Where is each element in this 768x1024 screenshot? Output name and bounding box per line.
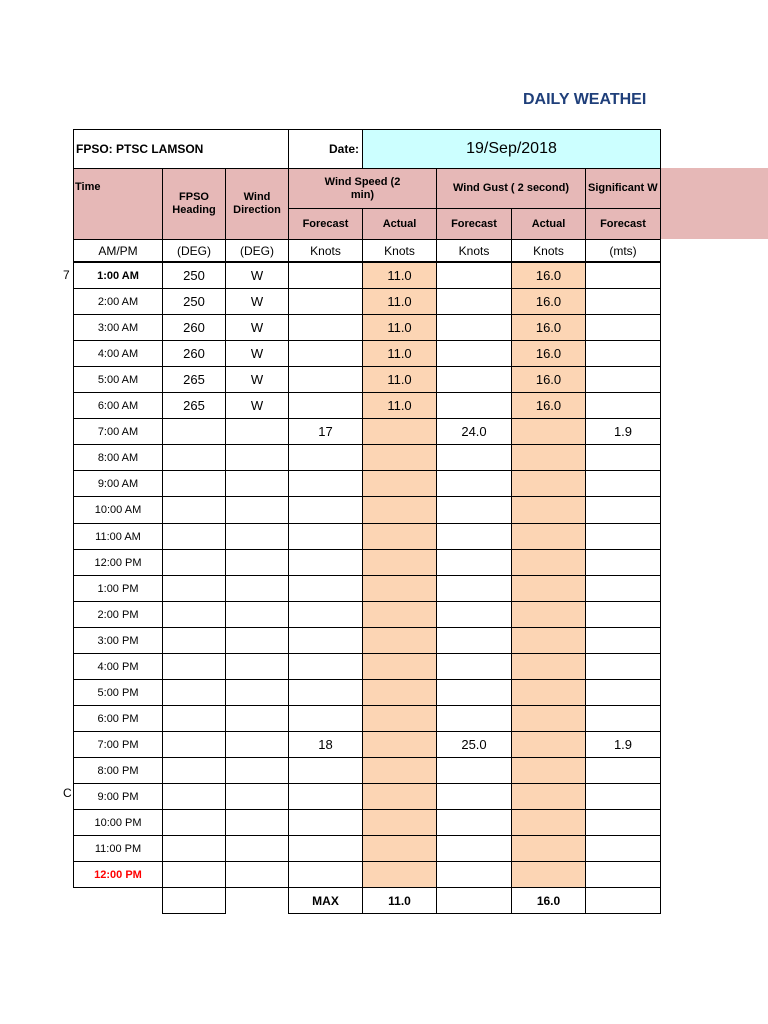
date-label: Date: xyxy=(288,129,363,169)
cell-direction[interactable] xyxy=(225,835,289,862)
cell-wg-actual[interactable] xyxy=(511,783,586,810)
header-overflow-fill xyxy=(661,168,768,239)
cell-direction[interactable] xyxy=(225,809,289,836)
cell-ws-forecast[interactable] xyxy=(288,705,363,732)
cell-sig-forecast[interactable] xyxy=(585,783,661,810)
cell-heading[interactable] xyxy=(162,627,226,654)
cell-time: 6:00 PM xyxy=(73,705,163,732)
cell-time: 1:00 AM xyxy=(73,262,163,289)
cell-ws-actual[interactable]: 11.0 xyxy=(362,392,437,419)
cell-heading[interactable] xyxy=(162,835,226,862)
cell-heading[interactable]: 265 xyxy=(162,366,226,393)
cell-wg-forecast[interactable] xyxy=(436,627,512,654)
cell-heading[interactable] xyxy=(162,809,226,836)
cell-heading[interactable] xyxy=(162,861,226,888)
summary-blank-cell xyxy=(162,887,226,914)
subheader-wind-speed-actual: Actual xyxy=(362,208,437,240)
unit-wg-actual-knots: Knots xyxy=(511,239,586,263)
column-header-wind-direction: Wind Direction xyxy=(225,168,289,240)
cell-sig-forecast[interactable] xyxy=(585,523,661,550)
cell-time: 2:00 PM xyxy=(73,601,163,628)
date-value[interactable]: 19/Sep/2018 xyxy=(362,129,661,169)
unit-ampm: AM/PM xyxy=(73,239,163,263)
cell-time: 9:00 AM xyxy=(73,470,163,497)
cell-sig-forecast[interactable] xyxy=(585,757,661,784)
cell-heading[interactable] xyxy=(162,549,226,576)
cell-ws-forecast[interactable] xyxy=(288,549,363,576)
cell-direction[interactable] xyxy=(225,523,289,550)
cell-ws-actual[interactable] xyxy=(362,601,437,628)
cell-time: 12:00 PM xyxy=(73,861,163,888)
cell-sig-forecast[interactable] xyxy=(585,392,661,419)
cell-ws-forecast[interactable] xyxy=(288,496,363,524)
cell-direction[interactable]: W xyxy=(225,366,289,393)
cell-wg-actual[interactable] xyxy=(511,549,586,576)
cell-heading[interactable]: 260 xyxy=(162,314,226,341)
cell-sig-forecast[interactable] xyxy=(585,366,661,393)
cell-ws-forecast[interactable] xyxy=(288,601,363,628)
cell-wg-actual[interactable] xyxy=(511,627,586,654)
cell-sig-forecast[interactable]: 1.9 xyxy=(585,418,661,445)
cell-ws-actual[interactable] xyxy=(362,470,437,497)
cell-ws-actual[interactable] xyxy=(362,835,437,862)
cell-wg-actual[interactable] xyxy=(511,418,586,445)
cell-sig-forecast[interactable] xyxy=(585,679,661,706)
cell-ws-actual[interactable] xyxy=(362,627,437,654)
cell-ws-actual[interactable] xyxy=(362,523,437,550)
column-header-fpso-heading: FPSO Heading xyxy=(162,168,226,240)
cell-ws-actual[interactable]: 11.0 xyxy=(362,262,437,289)
cell-ws-actual[interactable] xyxy=(362,705,437,732)
cell-wg-actual[interactable]: 16.0 xyxy=(511,314,586,341)
cell-direction[interactable] xyxy=(225,418,289,445)
cell-time: 10:00 PM xyxy=(73,809,163,836)
cell-direction[interactable] xyxy=(225,705,289,732)
cell-sig-forecast[interactable] xyxy=(585,444,661,471)
cell-heading[interactable] xyxy=(162,601,226,628)
cell-ws-forecast[interactable] xyxy=(288,262,363,289)
cell-wg-actual[interactable]: 16.0 xyxy=(511,288,586,315)
cell-sig-forecast[interactable] xyxy=(585,705,661,732)
cell-heading[interactable] xyxy=(162,679,226,706)
cell-direction[interactable] xyxy=(225,679,289,706)
cell-time: 11:00 PM xyxy=(73,835,163,862)
cell-sig-forecast[interactable] xyxy=(585,314,661,341)
cell-direction[interactable] xyxy=(225,653,289,680)
cell-sig-forecast[interactable] xyxy=(585,496,661,524)
cell-wg-forecast[interactable] xyxy=(436,601,512,628)
cell-time: 7:00 AM xyxy=(73,418,163,445)
cell-sig-forecast[interactable] xyxy=(585,575,661,602)
cell-time: 4:00 PM xyxy=(73,653,163,680)
cell-time: 6:00 AM xyxy=(73,392,163,419)
cell-direction[interactable]: W xyxy=(225,262,289,289)
cell-wg-actual[interactable] xyxy=(511,523,586,550)
cell-sig-forecast[interactable] xyxy=(585,809,661,836)
cell-direction[interactable]: W xyxy=(225,288,289,315)
cell-time: 4:00 AM xyxy=(73,340,163,367)
cell-time: 8:00 AM xyxy=(73,444,163,471)
cell-sig-forecast[interactable] xyxy=(585,627,661,654)
cell-sig-forecast[interactable] xyxy=(585,549,661,576)
cell-ws-actual[interactable] xyxy=(362,418,437,445)
cell-heading[interactable]: 260 xyxy=(162,340,226,367)
unit-ws-forecast-knots: Knots xyxy=(288,239,363,263)
cell-ws-actual[interactable]: 11.0 xyxy=(362,340,437,367)
cell-wg-actual[interactable]: 16.0 xyxy=(511,262,586,289)
cell-ws-forecast[interactable] xyxy=(288,314,363,341)
cell-wg-forecast[interactable]: 25.0 xyxy=(436,731,512,758)
unit-significant-mts: (mts) xyxy=(585,239,661,263)
cell-wg-actual[interactable] xyxy=(511,731,586,758)
cell-wg-actual[interactable] xyxy=(511,835,586,862)
cell-time: 7:00 PM xyxy=(73,731,163,758)
cell-ws-forecast[interactable]: 17 xyxy=(288,418,363,445)
cell-time: 2:00 AM xyxy=(73,288,163,315)
cell-heading[interactable] xyxy=(162,783,226,810)
cell-ws-forecast[interactable] xyxy=(288,627,363,654)
subheader-significant-forecast: Forecast xyxy=(585,208,661,240)
cell-sig-forecast[interactable] xyxy=(585,340,661,367)
cell-ws-actual[interactable] xyxy=(362,757,437,784)
summary-blank-cell xyxy=(436,887,512,914)
row-marker: C xyxy=(63,786,72,800)
cell-wg-actual[interactable] xyxy=(511,705,586,732)
cell-heading[interactable] xyxy=(162,653,226,680)
cell-ws-actual[interactable] xyxy=(362,653,437,680)
cell-wg-actual[interactable] xyxy=(511,809,586,836)
cell-ws-forecast[interactable] xyxy=(288,444,363,471)
cell-ws-forecast[interactable] xyxy=(288,392,363,419)
cell-sig-forecast[interactable] xyxy=(585,835,661,862)
cell-wg-actual[interactable]: 16.0 xyxy=(511,366,586,393)
cell-direction[interactable] xyxy=(225,757,289,784)
cell-ws-actual[interactable]: 11.0 xyxy=(362,288,437,315)
cell-ws-forecast[interactable] xyxy=(288,575,363,602)
unit-heading-deg: (DEG) xyxy=(162,239,226,263)
cell-ws-forecast[interactable] xyxy=(288,523,363,550)
cell-time: 10:00 AM xyxy=(73,496,163,524)
column-header-time: Time xyxy=(73,168,163,240)
cell-wg-forecast[interactable] xyxy=(436,705,512,732)
cell-heading[interactable] xyxy=(162,731,226,758)
summary-max-wind-gust: 16.0 xyxy=(511,887,586,914)
cell-direction[interactable] xyxy=(225,444,289,471)
cell-time: 5:00 AM xyxy=(73,366,163,393)
cell-ws-forecast[interactable] xyxy=(288,366,363,393)
cell-direction[interactable] xyxy=(225,549,289,576)
cell-direction[interactable]: W xyxy=(225,392,289,419)
cell-direction[interactable] xyxy=(225,601,289,628)
unit-ws-actual-knots: Knots xyxy=(362,239,437,263)
cell-wg-forecast[interactable] xyxy=(436,757,512,784)
column-header-wind-speed: Wind Speed (2 min) xyxy=(288,168,437,209)
cell-wg-forecast[interactable] xyxy=(436,288,512,315)
cell-heading[interactable]: 250 xyxy=(162,262,226,289)
cell-wg-forecast[interactable] xyxy=(436,470,512,497)
cell-direction[interactable]: W xyxy=(225,314,289,341)
cell-direction[interactable] xyxy=(225,470,289,497)
cell-wg-actual[interactable]: 16.0 xyxy=(511,392,586,419)
cell-wg-actual[interactable] xyxy=(511,444,586,471)
cell-ws-forecast[interactable]: 18 xyxy=(288,731,363,758)
cell-ws-actual[interactable] xyxy=(362,783,437,810)
subheader-wind-speed-forecast: Forecast xyxy=(288,208,363,240)
cell-time: 8:00 PM xyxy=(73,757,163,784)
cell-wg-actual[interactable] xyxy=(511,679,586,706)
cell-ws-actual[interactable]: 11.0 xyxy=(362,314,437,341)
cell-heading[interactable]: 265 xyxy=(162,392,226,419)
cell-wg-forecast[interactable] xyxy=(436,262,512,289)
cell-time: 1:00 PM xyxy=(73,575,163,602)
cell-wg-actual[interactable] xyxy=(511,470,586,497)
cell-ws-forecast[interactable] xyxy=(288,757,363,784)
cell-wg-forecast[interactable] xyxy=(436,392,512,419)
cell-ws-forecast[interactable] xyxy=(288,679,363,706)
cell-wg-actual[interactable] xyxy=(511,757,586,784)
cell-time: 5:00 PM xyxy=(73,679,163,706)
cell-ws-actual[interactable]: 11.0 xyxy=(362,366,437,393)
cell-ws-actual[interactable] xyxy=(362,731,437,758)
cell-ws-forecast[interactable] xyxy=(288,470,363,497)
cell-wg-actual[interactable] xyxy=(511,575,586,602)
cell-wg-forecast[interactable] xyxy=(436,366,512,393)
cell-wg-forecast[interactable] xyxy=(436,523,512,550)
cell-direction[interactable] xyxy=(225,731,289,758)
column-header-wind-gust: Wind Gust ( 2 second) xyxy=(436,168,586,209)
summary-max-wind-speed: 11.0 xyxy=(362,887,437,914)
summary-blank-cell xyxy=(585,887,661,914)
cell-wg-forecast[interactable] xyxy=(436,340,512,367)
cell-wg-forecast[interactable] xyxy=(436,444,512,471)
cell-ws-forecast[interactable] xyxy=(288,340,363,367)
cell-wg-forecast[interactable] xyxy=(436,575,512,602)
cell-time: 3:00 AM xyxy=(73,314,163,341)
cell-sig-forecast[interactable] xyxy=(585,861,661,888)
cell-direction[interactable] xyxy=(225,575,289,602)
cell-ws-forecast[interactable] xyxy=(288,861,363,888)
cell-ws-actual[interactable] xyxy=(362,496,437,524)
cell-ws-actual[interactable] xyxy=(362,809,437,836)
cell-ws-actual[interactable] xyxy=(362,444,437,471)
cell-wg-forecast[interactable] xyxy=(436,653,512,680)
cell-heading[interactable] xyxy=(162,444,226,471)
cell-heading[interactable]: 250 xyxy=(162,288,226,315)
cell-wg-forecast[interactable] xyxy=(436,549,512,576)
cell-heading[interactable] xyxy=(162,705,226,732)
cell-wg-actual[interactable] xyxy=(511,653,586,680)
cell-wg-forecast[interactable] xyxy=(436,835,512,862)
cell-direction[interactable] xyxy=(225,783,289,810)
cell-wg-forecast[interactable] xyxy=(436,496,512,524)
cell-heading[interactable] xyxy=(162,496,226,524)
cell-heading[interactable] xyxy=(162,470,226,497)
cell-ws-forecast[interactable] xyxy=(288,835,363,862)
cell-sig-forecast[interactable] xyxy=(585,262,661,289)
cell-heading[interactable] xyxy=(162,418,226,445)
cell-wg-forecast[interactable] xyxy=(436,314,512,341)
summary-max-label: MAX xyxy=(288,887,363,914)
cell-wg-actual[interactable] xyxy=(511,861,586,888)
cell-ws-forecast[interactable] xyxy=(288,783,363,810)
row-marker: 7 xyxy=(63,268,70,282)
cell-ws-actual[interactable] xyxy=(362,861,437,888)
cell-wg-forecast[interactable] xyxy=(436,809,512,836)
cell-ws-forecast[interactable] xyxy=(288,288,363,315)
unit-direction-deg: (DEG) xyxy=(225,239,289,263)
cell-ws-actual[interactable] xyxy=(362,575,437,602)
cell-wg-actual[interactable]: 16.0 xyxy=(511,340,586,367)
cell-time: 12:00 PM xyxy=(73,549,163,576)
fpso-name-label: FPSO: PTSC LAMSON xyxy=(73,129,289,169)
cell-ws-actual[interactable] xyxy=(362,549,437,576)
cell-heading[interactable] xyxy=(162,575,226,602)
cell-sig-forecast[interactable] xyxy=(585,601,661,628)
cell-wg-forecast[interactable] xyxy=(436,861,512,888)
cell-time: 11:00 AM xyxy=(73,523,163,550)
cell-direction[interactable] xyxy=(225,496,289,524)
sheet-title: DAILY WEATHEI xyxy=(523,91,647,108)
cell-time: 9:00 PM xyxy=(73,783,163,810)
cell-time: 3:00 PM xyxy=(73,627,163,654)
cell-sig-forecast[interactable]: 1.9 xyxy=(585,731,661,758)
cell-sig-forecast[interactable] xyxy=(585,653,661,680)
cell-wg-forecast[interactable]: 24.0 xyxy=(436,418,512,445)
cell-heading[interactable] xyxy=(162,523,226,550)
cell-sig-forecast[interactable] xyxy=(585,288,661,315)
cell-sig-forecast[interactable] xyxy=(585,470,661,497)
column-header-significant-wave: Significant W xyxy=(585,168,661,209)
cell-wg-forecast[interactable] xyxy=(436,783,512,810)
cell-ws-forecast[interactable] xyxy=(288,653,363,680)
cell-wg-actual[interactable] xyxy=(511,601,586,628)
subheader-wind-gust-actual: Actual xyxy=(511,208,586,240)
cell-direction[interactable]: W xyxy=(225,340,289,367)
subheader-wind-gust-forecast: Forecast xyxy=(436,208,512,240)
unit-wg-forecast-knots: Knots xyxy=(436,239,512,263)
cell-heading[interactable] xyxy=(162,757,226,784)
cell-ws-actual[interactable] xyxy=(362,679,437,706)
cell-direction[interactable] xyxy=(225,627,289,654)
cell-wg-forecast[interactable] xyxy=(436,679,512,706)
cell-wg-actual[interactable] xyxy=(511,496,586,524)
cell-direction[interactable] xyxy=(225,861,289,888)
cell-ws-forecast[interactable] xyxy=(288,809,363,836)
